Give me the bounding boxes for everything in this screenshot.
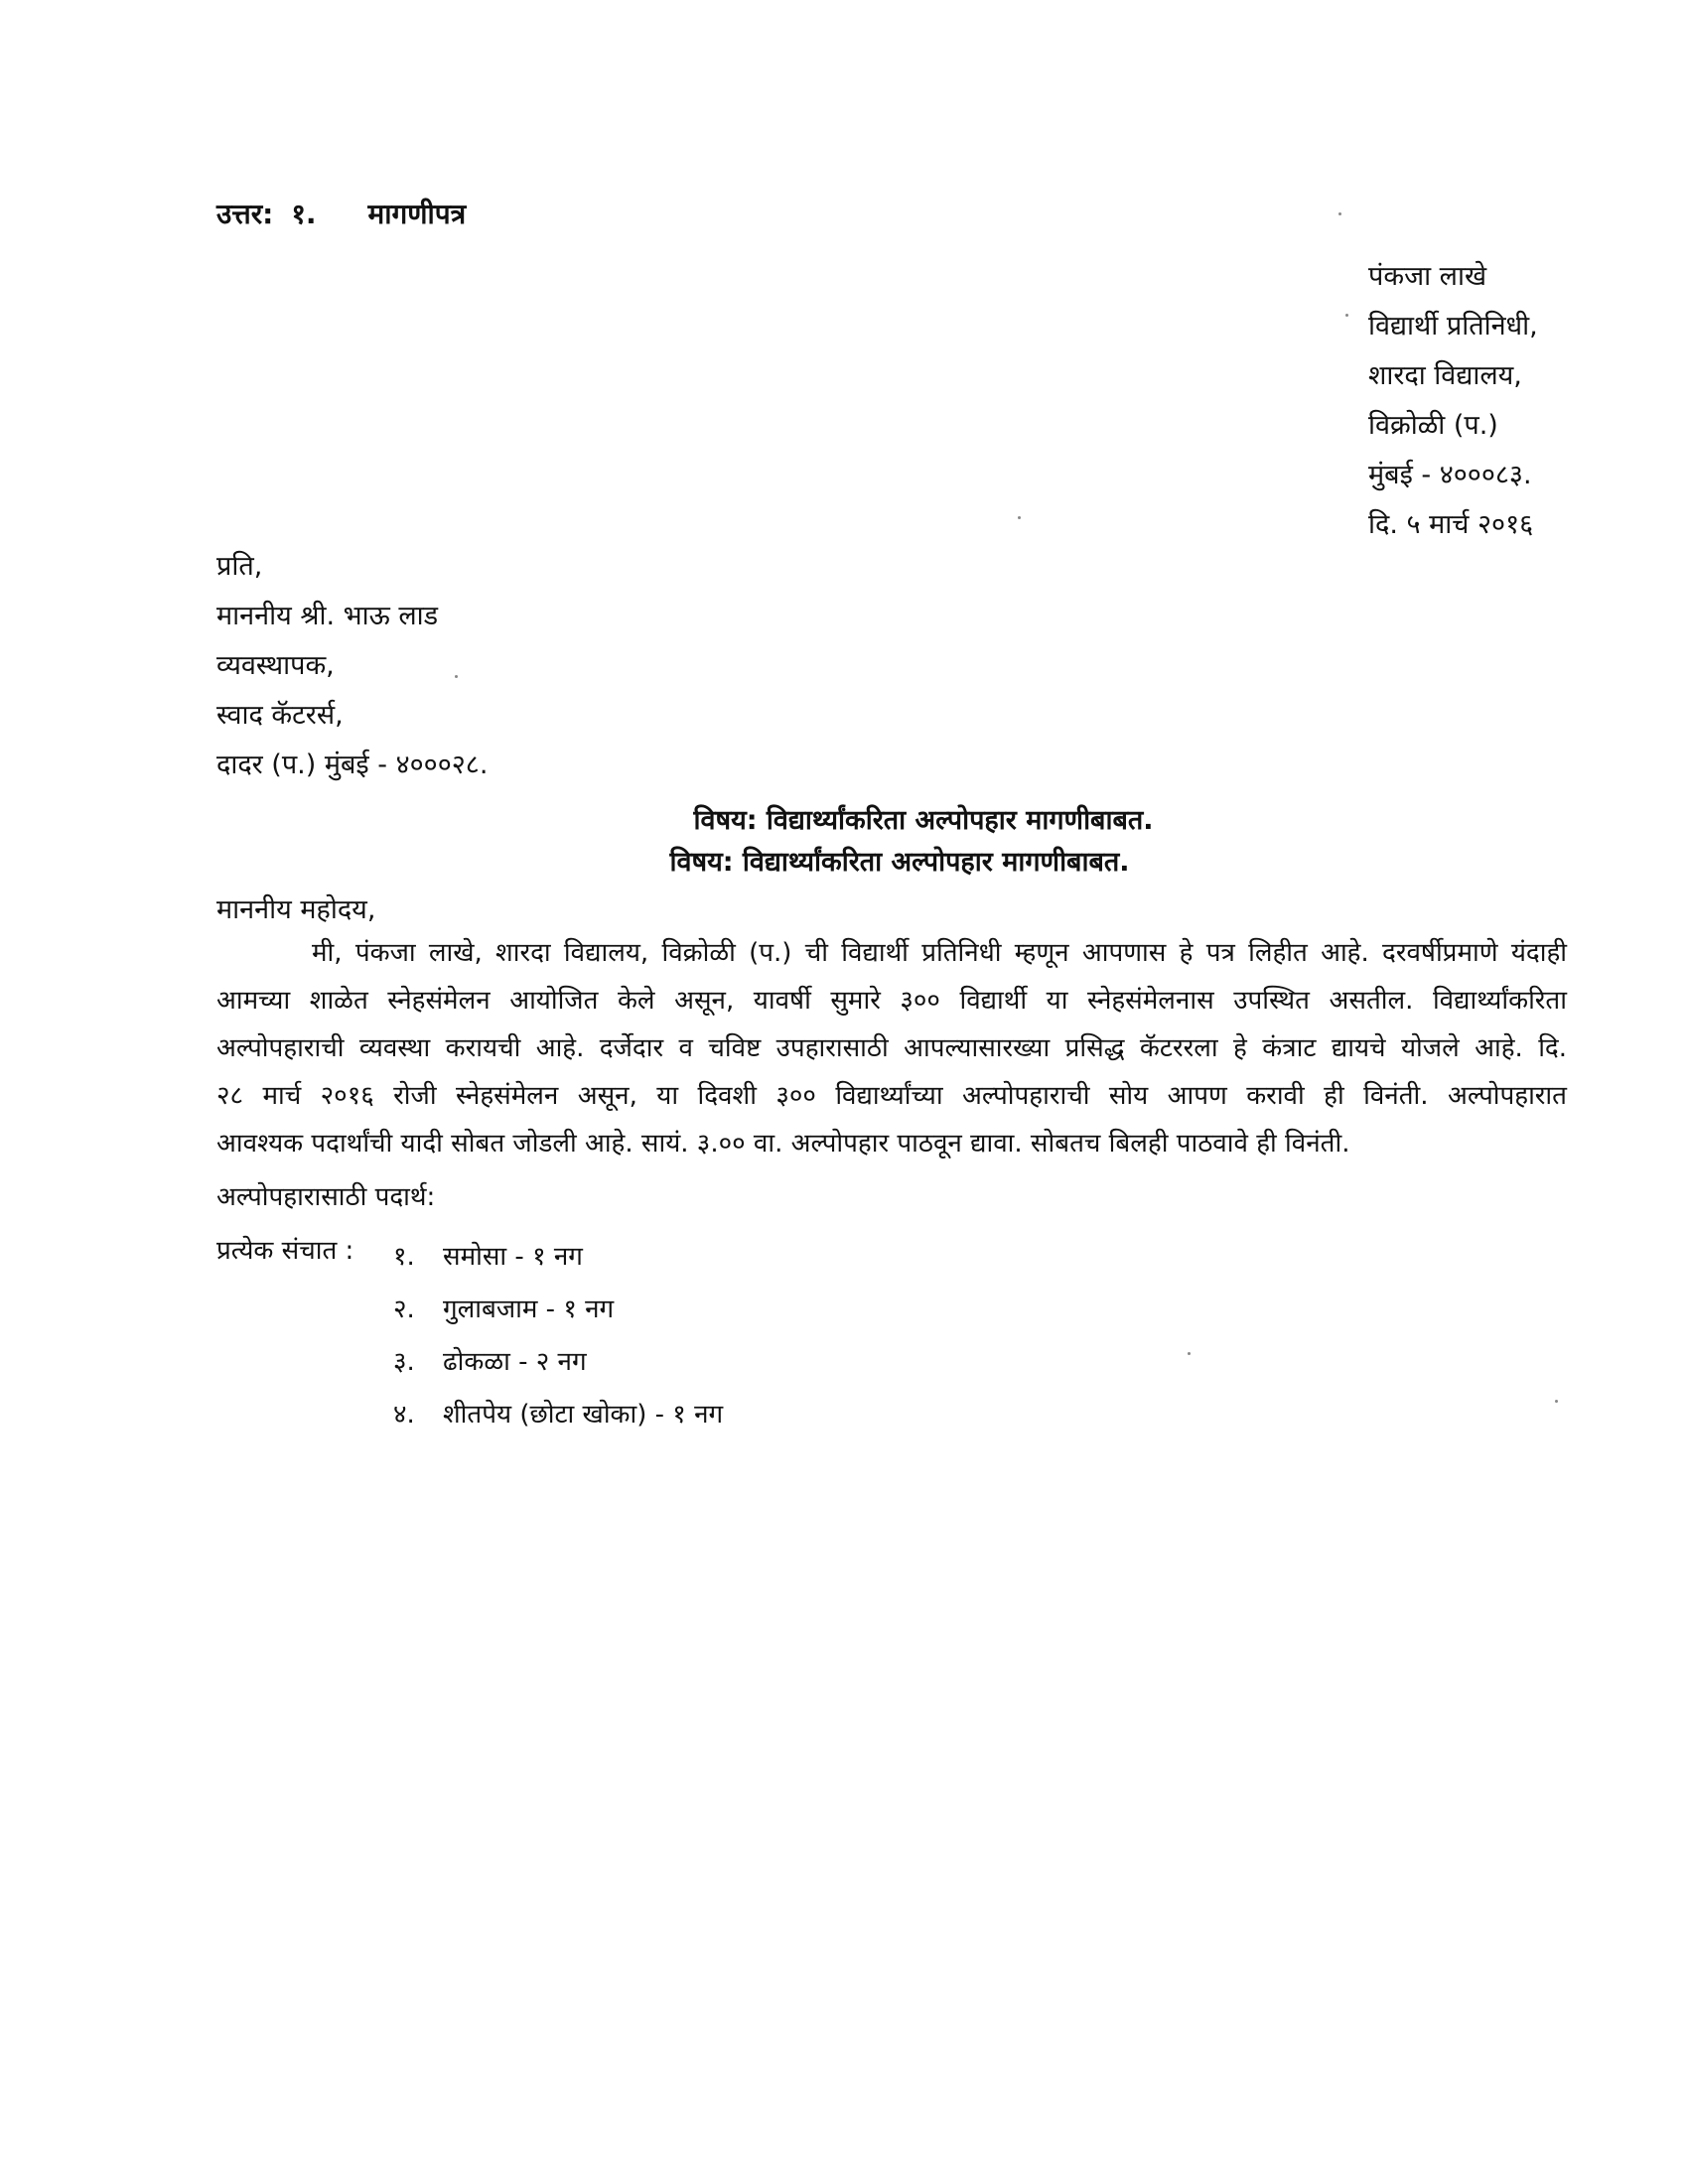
item-number: १.: [393, 1242, 415, 1272]
sender-city: मुंबई - ४०००८३.: [1368, 460, 1532, 490]
scan-speck: [1555, 1400, 1558, 1403]
letter-date: दि. ५ मार्च २०१६: [1368, 509, 1534, 540]
body-paragraph: [216, 929, 1567, 1167]
body-line: आवश्यक पदार्थांची यादी सोबत जोडली आहे. सायं. ३.०० वा. अल्पोपहार पाठवून द्यावा. सोबतच बिलही पाठवावे ही विनंती.: [216, 1129, 1350, 1159]
subject-line-duplicate: विषय: विद्यार्थ्यांकरिता अल्पोपहार मागणीबाबत.: [669, 847, 1130, 878]
answer-label: उत्तर:: [216, 198, 274, 230]
recipient-address: [216, 542, 488, 790]
answer-heading: [216, 195, 466, 232]
list-item: [393, 1231, 723, 1284]
recipient-company: स्वाद कॅटरर्स,: [216, 700, 344, 731]
recipient-name: माननीय श्री. भाऊ लाड: [216, 601, 439, 631]
answer-number: १.: [291, 198, 317, 230]
list-item: [393, 1284, 723, 1336]
item-text: समोसा - १ नग: [443, 1242, 583, 1272]
recipient-city: दादर (प.) मुंबई - ४०००२८.: [216, 750, 489, 780]
list-item: [393, 1336, 723, 1389]
item-number: ३.: [393, 1347, 415, 1377]
scan-speck: [1345, 314, 1348, 317]
body-line: अल्पोपहाराची व्यवस्था करायची आहे. दर्जेदार व चविष्ट उपहारासाठी आपल्यासारख्या प्रसिद्ध कॅटररला हे कंत्राट द्यायचे योजले आहे. दि.: [216, 1033, 1567, 1063]
scan-speck: [1018, 516, 1021, 519]
subject-line: विषय: विद्यार्थ्यांकरिता अल्पोपहार मागणीबाबत.: [693, 805, 1154, 836]
sender-designation: विद्यार्थी प्रतिनिधी,: [1368, 311, 1538, 341]
item-text: शीतपेय (छोटा खोका) - १ नग: [443, 1400, 724, 1430]
recipient-prefix: प्रति,: [216, 551, 263, 582]
scan-speck: [455, 675, 458, 678]
item-text: गुलाबजाम - १ नग: [443, 1295, 615, 1324]
body-line: आमच्या शाळेत स्नेहसंमेलन आयोजित केले असून, यावर्षी सुमारे ३०० विद्यार्थी या स्नेहसंमेलनास उपस्थित असतील. विद्यार्थ्यांकरिता: [216, 986, 1567, 1016]
sender-school: शारदा विद्यालय,: [1368, 360, 1522, 391]
sender-address: [1368, 252, 1538, 550]
items-title: अल्पोपहारासाठी पदार्थ:: [216, 1182, 436, 1212]
body-line: २८ मार्च २०१६ रोजी स्नेहसंमेलन असून, या दिवशी ३०० विद्यार्थ्यांच्या अल्पोपहाराची सोय आपण करावी ही विनंती. अल्पोपहारात: [216, 1081, 1567, 1111]
scan-speck: [1188, 1352, 1191, 1355]
item-text: ढोकळा - २ नग: [443, 1347, 587, 1377]
list-item: [393, 1389, 723, 1441]
sender-locality: विक्रोळी (प.): [1368, 410, 1498, 441]
recipient-designation: व्यवस्थापक,: [216, 650, 335, 681]
items-list: [393, 1231, 723, 1441]
salutation: माननीय महोदय,: [216, 894, 376, 925]
scan-speck: [1338, 212, 1341, 215]
sender-name: पंकजा लाखे: [1368, 261, 1487, 292]
items-per-set-label: प्रत्येक संचात :: [216, 1236, 354, 1266]
body-line: मी, पंकजा लाखे, शारदा विद्यालय, विक्रोळी (प.) ची विद्यार्थी प्रतिनिधी म्हणून आपणास हे पत्र लिहीत आहे. दरवर्षीप्रमाणे यंदाही: [312, 938, 1567, 968]
letter-type-title: मागणीपत्र: [367, 198, 467, 230]
item-number: ४.: [393, 1400, 415, 1430]
item-number: २.: [393, 1295, 415, 1324]
